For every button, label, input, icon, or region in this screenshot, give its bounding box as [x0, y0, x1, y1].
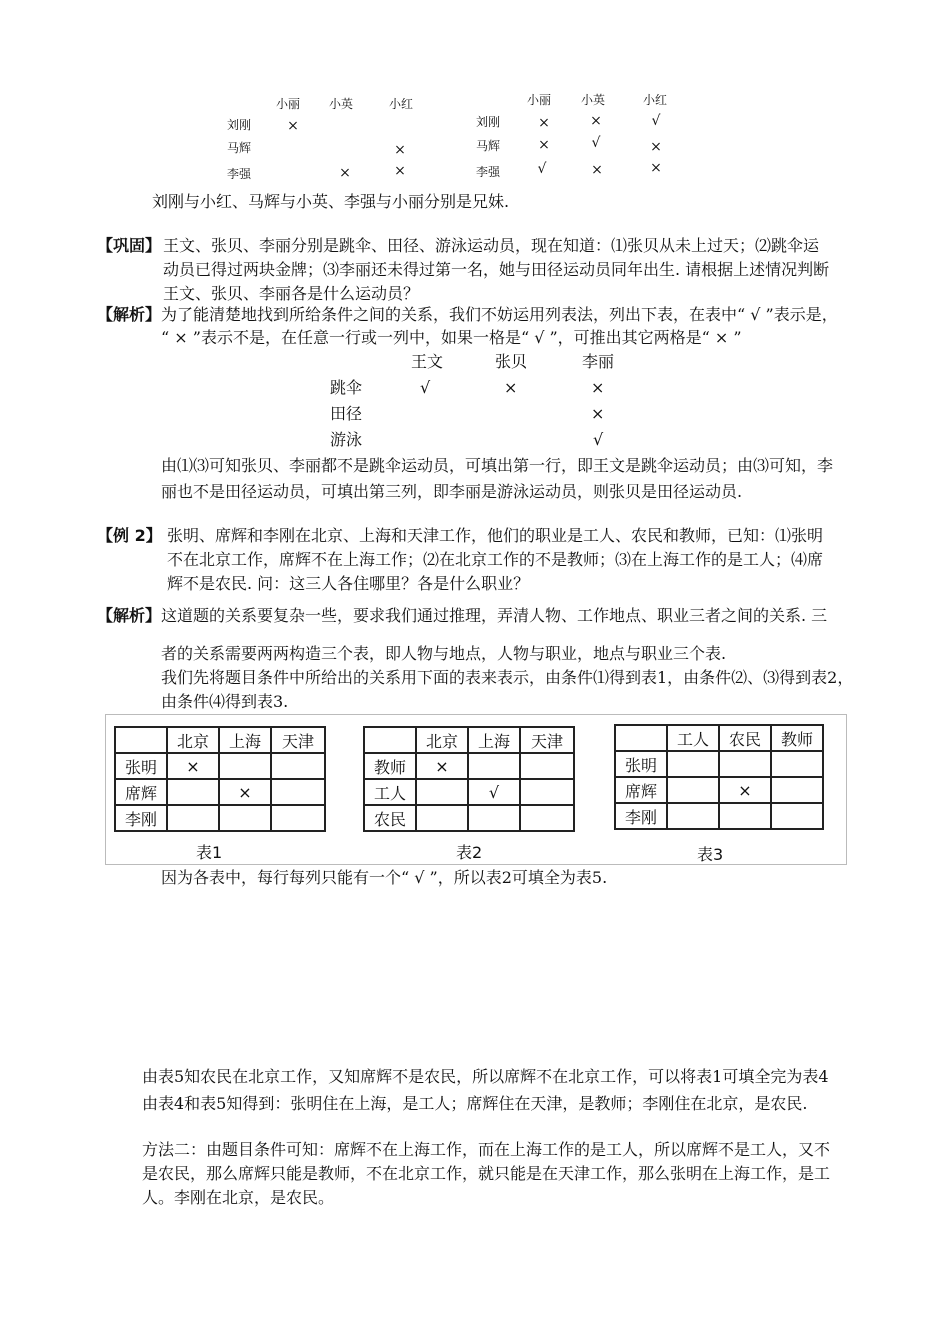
table-3-col: 教师: [771, 725, 823, 751]
table-2-cell: [520, 753, 574, 779]
example2-line: 不在北京工作，席辉不在上海工作；⑵在北京工作的不是教师；⑶在上海工作的是工人；⑷席: [167, 550, 824, 569]
after-tables: 因为各表中，每行每列只能有一个“ √ ”，所以表2可填全为表5.: [161, 868, 608, 887]
table-1-col: 上海: [219, 727, 271, 753]
grid-b-cell: ×: [650, 160, 662, 176]
conclusion-1: 刘刚与小红、马辉与小英、李强与小丽分别是兄妹.: [152, 192, 510, 211]
grid-b-cell: √: [651, 113, 661, 129]
table-2-col: 上海: [468, 727, 520, 753]
grid-a-col: 小红: [389, 97, 414, 111]
grid-b-col: 小红: [643, 93, 668, 107]
table-1-caption: 表1: [196, 843, 223, 862]
table-3-cell: [771, 803, 823, 829]
jiexi2-line: 我们先将题目条件中所给出的关系用下面的表来表示，由条件⑴得到表1，由条件⑵、⑶得到表2，: [161, 668, 854, 687]
table-3-caption: 表3: [697, 845, 724, 864]
example2-line: 张明、席辉和李刚在北京、上海和天津工作，他们的职业是工人、农民和教师，已知：⑴张明: [167, 526, 824, 545]
table-2-row: 教师: [364, 753, 416, 779]
table-1-cell: [271, 779, 325, 805]
jiexi1-line: “ × ”表示不是，在任意一行或一列中，如果一格是“ √ ”，可推出其它两格是“ × ”: [161, 328, 742, 347]
table-1-cell: [167, 779, 219, 805]
table-1-row: 张明: [115, 753, 167, 779]
jiexi2-tag: 【解析】: [97, 606, 162, 625]
table-3-cell: [667, 777, 719, 803]
method2-line: 人。李刚在北京，是农民。: [142, 1188, 335, 1207]
table-3-corner: [615, 725, 667, 751]
table-1-col: 北京: [167, 727, 219, 753]
table-3-cell: [719, 751, 771, 777]
grid-a-mark: ×: [339, 165, 351, 181]
sport-cell: ×: [591, 404, 605, 423]
grid-a-col: 小丽: [276, 97, 301, 111]
gonggu-line: 王文、张贝、李丽分别是跳伞、田径、游泳运动员，现在知道：⑴张贝从未上过天；⑵跳伞运: [163, 236, 820, 255]
table-3-cell: ×: [719, 777, 771, 803]
grid-b-cell: ×: [650, 139, 662, 155]
table-2-col: 天津: [520, 727, 574, 753]
method2-line: 方法二：由题目条件可知：席辉不在上海工作，而在上海工作的是工人，所以席辉不是工人，又不: [142, 1140, 831, 1159]
grid-a-mark: ×: [287, 118, 299, 134]
grid-b-col: 小英: [581, 93, 606, 107]
jiexi1-line: 为了能清楚地找到所给条件之间的关系，我们不妨运用列表法，列出下表，在表中“ √ ”表示是，: [161, 305, 838, 324]
table-3-row: 李刚: [615, 803, 667, 829]
table-2: [363, 726, 575, 832]
sport-cell: √: [593, 430, 604, 449]
grid-b-row: 刘刚: [476, 115, 501, 129]
example2-tag: 【例 2】: [97, 526, 162, 545]
grid-b-cell: √: [591, 135, 601, 151]
table-3-row: 张明: [615, 751, 667, 777]
sport-row: 田径: [330, 404, 363, 423]
sport-cell: ×: [504, 378, 518, 397]
sport-cell: √: [420, 378, 431, 397]
table-2-cell: [520, 779, 574, 805]
table-3-cell: [667, 751, 719, 777]
final-line: 由表5知农民在北京工作，又知席辉不是农民，所以席辉不在北京工作，可以将表1可填全完为表4: [142, 1067, 829, 1086]
table-3-cell: [771, 751, 823, 777]
sport-row: 游泳: [330, 430, 363, 449]
table-3-cell: [719, 803, 771, 829]
table-3-cell: [771, 777, 823, 803]
table-1-cell: [219, 753, 271, 779]
method2-line: 是农民，那么席辉只能是教师，不在北京工作，就只能是在天津工作，那么张明在上海工作，是工: [142, 1164, 831, 1183]
jiexi2-line: 这道题的关系要复杂一些，要求我们通过推理，弄清人物、工作地点、职业三者之间的关系. 三: [161, 606, 828, 625]
grid-a-col: 小英: [329, 97, 354, 111]
table-3-col: 农民: [719, 725, 771, 751]
table-1-cell: ×: [219, 779, 271, 805]
table-2-cell: [468, 753, 520, 779]
table-2-cell: [468, 805, 520, 831]
table-1: [114, 726, 326, 832]
table-1-cell: [219, 805, 271, 831]
table-2-caption: 表2: [456, 843, 483, 862]
grid-b-cell: ×: [591, 162, 603, 178]
sport-col: 张贝: [495, 352, 528, 371]
sport-row: 跳伞: [330, 378, 363, 397]
table-2-cell: [416, 805, 468, 831]
grid-b-row: 李强: [476, 165, 501, 179]
jiexi1-tag: 【解析】: [97, 305, 162, 324]
final-line: 由表4和表5知得到：张明住在上海，是工人；席辉住在天津，是教师；李刚住在北京，是农民.: [142, 1094, 808, 1113]
grid-a-row: 刘刚: [227, 118, 252, 132]
grid-b-cell: ×: [590, 113, 602, 129]
table-3-col: 工人: [667, 725, 719, 751]
table-3-row: 席辉: [615, 777, 667, 803]
table-2-corner: [364, 727, 416, 753]
sport-cell: ×: [591, 378, 605, 397]
grid-b-row: 马辉: [476, 139, 501, 153]
gonggu-line: 王文、张贝、李丽各是什么运动员？: [163, 284, 420, 303]
table-1-cell: [271, 753, 325, 779]
table-1-corner: [115, 727, 167, 753]
jiexi2-line: 者的关系需要两两构造三个表，即人物与地点，人物与职业，地点与职业三个表.: [161, 644, 727, 663]
table-1-row: 席辉: [115, 779, 167, 805]
table-2-cell: ×: [416, 753, 468, 779]
jiexi1-after: 丽也不是田径运动员，可填出第三列，即李丽是游泳运动员，则张贝是田径运动员.: [161, 482, 743, 501]
table-1-cell: [271, 805, 325, 831]
jiexi1-after: 由⑴⑶可知张贝、李丽都不是跳伞运动员，可填出第一行，即王文是跳伞运动员；由⑶可知，李: [161, 456, 834, 475]
table-1-row: 李刚: [115, 805, 167, 831]
grid-a-mark: ×: [394, 163, 406, 179]
table-1-cell: [167, 805, 219, 831]
gonggu-line: 动员已得过两块金牌；⑶李丽还未得过第一名，她与田径运动员同年出生. 请根据上述情况判断: [163, 260, 830, 279]
table-3: [614, 724, 824, 830]
grid-b-col: 小丽: [527, 93, 552, 107]
sport-col: 王文: [411, 352, 444, 371]
example2-line: 辉不是农民. 问：这三人各住哪里？各是什么职业？: [167, 574, 530, 593]
grid-b-cell: ×: [538, 115, 550, 131]
table-2-cell: [416, 779, 468, 805]
grid-b-cell: ×: [538, 137, 550, 153]
grid-a-row: 马辉: [227, 141, 252, 155]
grid-b-cell: √: [537, 161, 547, 177]
table-2-cell: [520, 805, 574, 831]
table-1-col: 天津: [271, 727, 325, 753]
table-2-row: 农民: [364, 805, 416, 831]
table-2-cell: √: [468, 779, 520, 805]
table-3-cell: [667, 803, 719, 829]
grid-a-row: 李强: [227, 167, 252, 181]
table-2-col: 北京: [416, 727, 468, 753]
table-1-cell: ×: [167, 753, 219, 779]
table-2-row: 工人: [364, 779, 416, 805]
sport-col: 李丽: [582, 352, 615, 371]
jiexi2-line: 由条件⑷得到表3.: [161, 692, 289, 711]
grid-a-mark: ×: [394, 142, 406, 158]
gonggu-tag: 【巩固】: [97, 236, 162, 255]
